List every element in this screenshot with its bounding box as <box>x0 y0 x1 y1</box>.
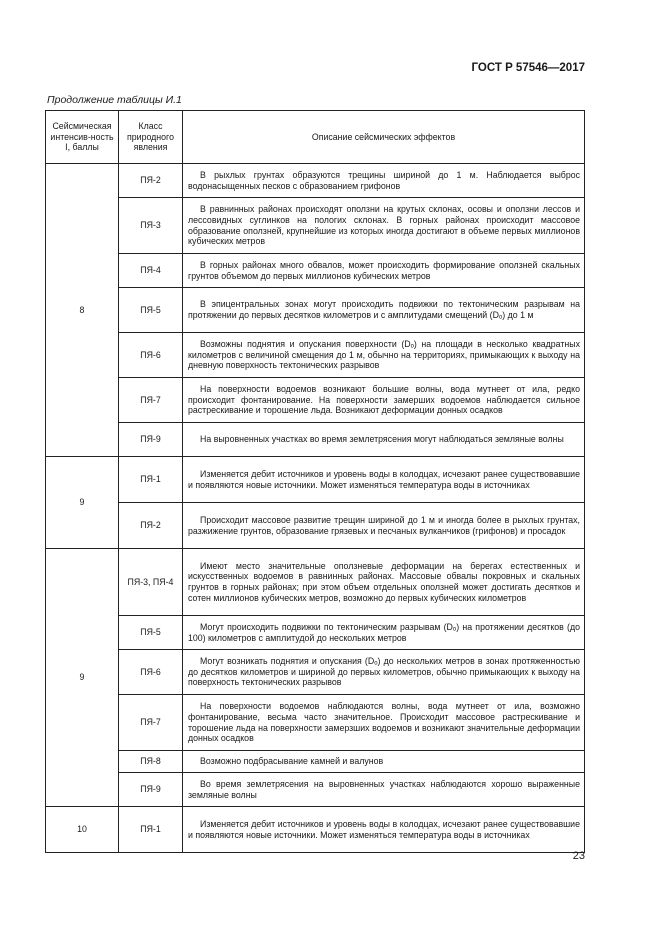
description-cell: На поверхности водоемов наблюдаются волны, вода мутнеет от ила, возможно фонтанирование, весьма часто значительное. Происходит массовое растрескивание и торошение льда на поверхности замерзших водоемов и возникают значительные деформации донных осадков <box>183 695 585 751</box>
description-cell: Возможно подбрасывание камней и валунов <box>183 751 585 773</box>
class-cell: ПЯ-5 <box>119 616 183 650</box>
table-row <box>46 378 585 423</box>
table-row <box>46 164 585 198</box>
intensity-cell: 9 <box>46 457 119 549</box>
class-cell: ПЯ-3 <box>119 198 183 254</box>
description-cell: В горных районах много обвалов, может происходить формирование оползней скальных грунтов объемом до первых миллионов кубических метров <box>183 254 585 288</box>
column-header-description: Описание сейсмических эффектов <box>183 111 585 164</box>
table-row <box>46 503 585 549</box>
column-header-intensity: Сейсмическая интенсив-ность I, баллы <box>46 111 119 164</box>
table-row <box>46 807 585 853</box>
class-cell: ПЯ-1 <box>119 457 183 503</box>
table-row <box>46 549 585 616</box>
seismic-effects-table <box>45 110 585 853</box>
class-cell: ПЯ-5 <box>119 288 183 333</box>
table-row <box>46 198 585 254</box>
class-cell: ПЯ-8 <box>119 751 183 773</box>
table-row <box>46 773 585 807</box>
class-cell: ПЯ-7 <box>119 378 183 423</box>
description-cell: Во время землетрясения на выровненных участках наблюдаются хорошо выраженные земляные волны <box>183 773 585 807</box>
table-row <box>46 616 585 650</box>
description-cell: Изменяется дебит источников и уровень воды в колодцах, исчезают ранее существовавшие и появляются новые источники. Может изменяться температура воды в источниках <box>183 807 585 853</box>
table-caption: Продолжение таблицы И.1 <box>47 94 182 106</box>
description-cell: На поверхности водоемов возникают большие волны, вода мутнеет от ила, редко происходит фонтанирование. На поверхности замерших водоемов наблюдается сильное растрескивание и торошение льда. Возникают деформации донных осадков <box>183 378 585 423</box>
description-cell: Могут возникать поднятия и опускания (Dₒ) до нескольких метров в зонах протяженностью до десятков километров и шириной до первых километров, обычно примыкающих к выходу на поверхность тектонических разрывов <box>183 650 585 695</box>
description-cell: В рыхлых грунтах образуются трещины шириной до 1 м. Наблюдается выброс водонасыщенных песков с образованием грифонов <box>183 164 585 198</box>
class-cell: ПЯ-7 <box>119 695 183 751</box>
class-cell: ПЯ-9 <box>119 773 183 807</box>
table-row <box>46 333 585 378</box>
page-number: 23 <box>572 850 585 862</box>
class-cell: ПЯ-2 <box>119 164 183 198</box>
table-header-row <box>46 111 585 164</box>
document-header: ГОСТ Р 57546—2017 <box>471 62 585 74</box>
description-cell: Могут происходить подвижки по тектоническим разрывам (Dₒ) на протяжении десятков (до 100) километров с амплитудой до нескольких метров <box>183 616 585 650</box>
class-cell: ПЯ-1 <box>119 807 183 853</box>
class-cell: ПЯ-6 <box>119 650 183 695</box>
table-row <box>46 288 585 333</box>
column-header-class: Класс природного явления <box>119 111 183 164</box>
table-row <box>46 254 585 288</box>
description-cell: В равнинных районах происходят оползни на крутых склонах, осовы и оползни лессов и лессовидных суглинков на пологих склонах. В горных районах происходит массовое образование оползней, крупнейшие из которых иногда достигают в объеме первых миллионов кубических метров <box>183 198 585 254</box>
description-cell: Изменяется дебит источников и уровень воды в колодцах, исчезают ранее существовавшие и появляются новые источники. Может изменяться температура воды в источниках <box>183 457 585 503</box>
table-row <box>46 695 585 751</box>
class-cell: ПЯ-4 <box>119 254 183 288</box>
intensity-cell: 9 <box>46 549 119 807</box>
class-cell: ПЯ-9 <box>119 423 183 457</box>
table-row <box>46 650 585 695</box>
class-cell: ПЯ-2 <box>119 503 183 549</box>
table-row <box>46 423 585 457</box>
table-row <box>46 457 585 503</box>
description-cell: Имеют место значительные оползневые деформации на берегах естественных и искусственных водоемов в равнинных районах. Массовые обвалы покровных и скальных грунтов в горных районах; при этом объем отдельных оползней может достигать десятков и сотен миллионов кубических метров, возможно до первых кубических километров <box>183 549 585 616</box>
table-row <box>46 751 585 773</box>
class-cell: ПЯ-6 <box>119 333 183 378</box>
description-cell: В эпицентральных зонах могут происходить подвижки по тектоническим разрывам на протяжении до первых десятков километров и с амплитудами смещений (Dₒ) до 1 м <box>183 288 585 333</box>
class-cell: ПЯ-3, ПЯ-4 <box>119 549 183 616</box>
description-cell: На выровненных участках во время землетрясения могут наблюдаться земляные волны <box>183 423 585 457</box>
description-cell: Происходит массовое развитие трещин шириной до 1 м и иногда более в рыхлых грунтах, разжижение грунтов, образование грязевых и песчаных вулканчиков (грифонов) и просадок <box>183 503 585 549</box>
intensity-cell: 8 <box>46 164 119 457</box>
intensity-cell: 10 <box>46 807 119 853</box>
description-cell: Возможны поднятия и опускания поверхности (Dₒ) на площади в несколько квадратных километров с величиной смещения до 1 м, обычно на территориях, примыкающих к выходу на дневную поверхность тектонических разрывов <box>183 333 585 378</box>
